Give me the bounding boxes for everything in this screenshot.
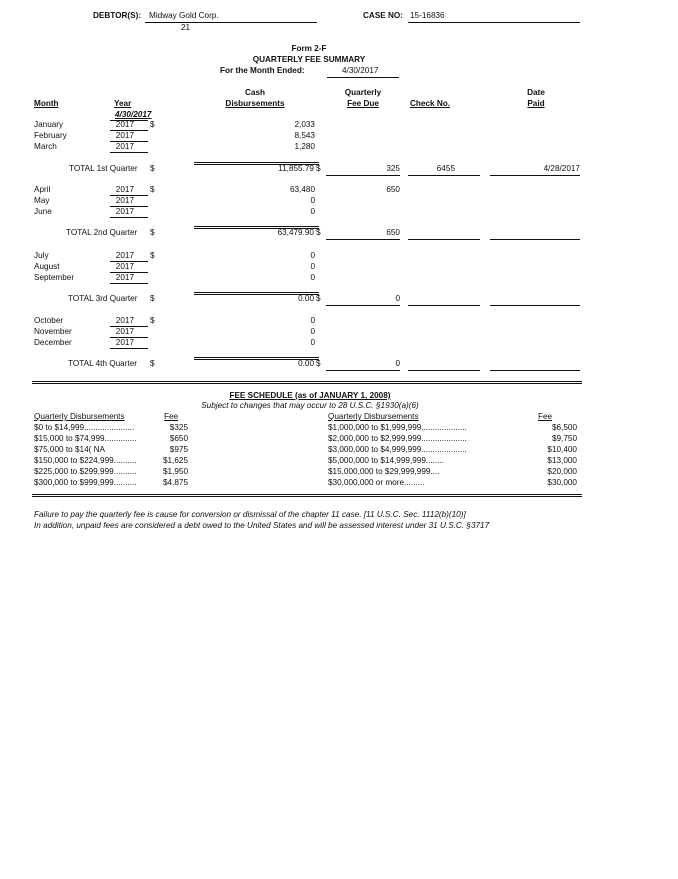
- col-fee-1: Quarterly: [344, 88, 382, 97]
- fee-range: $225,000 to $299,999..........: [34, 467, 137, 476]
- fee-range: $3,000,000 to $4,999,999....................: [328, 445, 467, 454]
- debtor-sub: 21: [181, 23, 191, 32]
- year-rule: [110, 195, 148, 196]
- year-rule: [110, 283, 148, 284]
- quarter-total-label: TOTAL 4th Quarter: [68, 359, 138, 368]
- fee-range: $150,000 to $224,999..........: [34, 456, 137, 465]
- year-rule: [110, 152, 148, 153]
- col-cash-2: Disbursements: [225, 99, 285, 108]
- fee-due: 0: [395, 359, 400, 368]
- cash-amount: 0: [310, 207, 315, 216]
- currency-sign: $: [316, 294, 321, 303]
- fee-amount: $650: [169, 434, 188, 443]
- col-fee-2: Fee Due: [347, 99, 379, 108]
- cash-amount: 0: [310, 273, 315, 282]
- cash-amount: 0: [310, 338, 315, 347]
- fee-range: $15,000 to $74,999..............: [34, 434, 137, 443]
- date-rule: [490, 239, 580, 240]
- quarter-total: 63,479.90: [277, 228, 314, 237]
- date-rule: [490, 370, 580, 371]
- month-ended-label: For the Month Ended:: [220, 66, 305, 75]
- year-rule: [110, 272, 148, 273]
- fee-range: $30,000,000 or more.........: [328, 478, 425, 487]
- year-rule: [110, 337, 148, 338]
- currency-sign: $: [150, 251, 155, 260]
- fee-rule: [326, 305, 400, 306]
- currency-sign: $: [316, 359, 321, 368]
- check-rule: [408, 239, 480, 240]
- col-cash-1: Cash: [244, 88, 266, 97]
- fee-range: $2,000,000 to $2,999,999....................: [328, 434, 467, 443]
- fee-amount: $975: [169, 445, 188, 454]
- col-year: Year: [114, 99, 132, 108]
- month-label: January: [34, 120, 64, 129]
- date-paid: 4/28/2017: [543, 164, 580, 173]
- quarter-total: 11,855.79: [278, 164, 314, 173]
- currency-sign: $: [150, 120, 155, 129]
- fee-amount: $13,000: [547, 456, 577, 465]
- form-number: Form 2-F: [291, 44, 327, 53]
- month-ended-value: 4/30/2017: [342, 66, 379, 75]
- left-fee-header: Fee: [164, 412, 179, 421]
- fee-amount: $4,875: [162, 478, 188, 487]
- quarter-total: 0.00: [298, 359, 314, 368]
- year-cell: 2017: [115, 185, 134, 194]
- month-label: February: [34, 131, 67, 140]
- fee-amount: $6,500: [551, 423, 577, 432]
- currency-sign: $: [316, 164, 321, 173]
- year-cell: 2017: [115, 316, 134, 325]
- date-rule: [490, 175, 580, 176]
- form-title: QUARTERLY FEE SUMMARY: [252, 55, 366, 64]
- fee-rule: [326, 370, 400, 371]
- fee-due: 650: [386, 228, 400, 237]
- month-label: August: [34, 262, 60, 271]
- year-cell: 2017: [115, 327, 134, 336]
- currency-sign: $: [150, 359, 155, 368]
- month-label: March: [34, 142, 57, 151]
- fee-due: 325: [386, 164, 400, 173]
- check-rule: [408, 305, 480, 306]
- fee-amount: $20,000: [547, 467, 577, 476]
- cash-amount: 0: [310, 327, 315, 336]
- fee-range: $5,000,000 to $14,999,999........: [328, 456, 445, 465]
- debtor-label: DEBTOR(S):: [93, 11, 142, 20]
- month-label: July: [34, 251, 49, 260]
- currency-sign: $: [150, 228, 155, 237]
- fee-range: $300,000 to $999,999..........: [34, 478, 137, 487]
- fee-amount: $9,750: [551, 434, 577, 443]
- year-rule: [110, 261, 148, 262]
- fee-amount: $1,625: [162, 456, 188, 465]
- cash-amount: 0: [310, 196, 315, 205]
- quarter-total-label: TOTAL 2nd Quarter: [66, 228, 138, 237]
- cash-amount: 63,480: [289, 185, 315, 194]
- year-cell: 2017: [115, 142, 134, 151]
- year-rule: [110, 348, 148, 349]
- fee-partial: 650: [386, 185, 400, 194]
- year-cell: 2017: [115, 131, 134, 140]
- year-cell: 2017: [115, 196, 134, 205]
- quarter-total: 0.00: [298, 294, 314, 303]
- month-label: May: [34, 196, 50, 205]
- year-rule: [110, 326, 148, 327]
- year-rule: [110, 206, 148, 207]
- year-cell: 2017: [115, 262, 134, 271]
- cash-amount: 0: [310, 316, 315, 325]
- fee-due: 0: [395, 294, 400, 303]
- fee-amount: $325: [169, 423, 188, 432]
- case-number: 15-16836: [410, 11, 445, 20]
- year-rule: [110, 217, 148, 218]
- month-label: April: [34, 185, 51, 194]
- fee-schedule-subtitle: Subject to changes that may occur to 28 U.S.C. §1930(a)(6): [201, 401, 419, 410]
- section-divider: [32, 381, 582, 384]
- currency-sign: $: [316, 228, 321, 237]
- col-year-date: 4/30/2017: [115, 110, 152, 119]
- fee-amount: $30,000: [547, 478, 577, 487]
- debtor-underline: [145, 22, 317, 23]
- year-cell: 2017: [115, 207, 134, 216]
- currency-sign: $: [150, 316, 155, 325]
- month-ended-underline: [327, 77, 399, 78]
- col-month: Month: [34, 99, 59, 108]
- month-label: September: [34, 273, 75, 282]
- debtor-name: Midway Gold Corp.: [149, 11, 219, 20]
- currency-sign: $: [150, 185, 155, 194]
- schedule-divider: [32, 494, 582, 497]
- year-rule: [110, 120, 148, 121]
- currency-sign: $: [150, 294, 155, 303]
- fee-amount: $1,950: [162, 467, 188, 476]
- cash-amount: 0: [310, 251, 315, 260]
- case-underline: [408, 22, 580, 23]
- check-rule: [408, 370, 480, 371]
- fee-amount: $10,400: [547, 445, 577, 454]
- date-rule: [490, 305, 580, 306]
- fee-rule: [326, 175, 400, 176]
- col-check: Check No.: [410, 99, 451, 108]
- month-label: June: [34, 207, 52, 216]
- year-cell: 2017: [115, 251, 134, 260]
- fee-range: $0 to $14,999......................: [34, 423, 135, 432]
- year-cell: 2017: [115, 273, 134, 282]
- month-label: December: [34, 338, 72, 347]
- left-disb-header: Quarterly Disbursements: [34, 412, 125, 421]
- col-paid-1: Date: [527, 88, 545, 97]
- currency-sign: $: [150, 164, 155, 173]
- footer-line-2: In addition, unpaid fees are considered a debt owed to the United States and will be assessed interest under 31 U.S.C. §3717: [34, 521, 490, 530]
- case-label: CASE NO:: [363, 11, 404, 20]
- quarter-total-label: TOTAL 3rd Quarter: [68, 294, 138, 303]
- year-rule: [110, 130, 148, 131]
- year-cell: 2017: [115, 338, 134, 347]
- footer-line-1: Failure to pay the quarterly fee is cause for conversion or dismissal of the chapter 11 case. [11 U.S.C. Sec. 1112(b)(10)]: [34, 510, 466, 519]
- cash-amount: 1,280: [294, 142, 315, 151]
- fee-schedule-title: FEE SCHEDULE (as of JANUARY 1, 2008): [229, 391, 391, 400]
- quarter-total-label: TOTAL 1st Quarter: [69, 164, 138, 173]
- month-label: October: [34, 316, 64, 325]
- check-number: 6455: [436, 164, 455, 173]
- fee-rule: [326, 239, 400, 240]
- fee-range: $75,000 to $14( NA: [34, 445, 106, 454]
- fee-range: $15,000,000 to $29,999,999....: [328, 467, 440, 476]
- cash-amount: 2,033: [294, 120, 315, 129]
- year-rule: [110, 141, 148, 142]
- col-paid-2: Paid: [527, 99, 545, 108]
- month-label: November: [34, 327, 72, 336]
- fee-range: $1,000,000 to $1,999,999....................: [328, 423, 467, 432]
- cash-amount: 0: [310, 262, 315, 271]
- right-fee-header: Fee: [538, 412, 553, 421]
- right-disb-header: Quarterly Disbursements: [328, 412, 419, 421]
- check-rule: [408, 175, 480, 176]
- year-cell: 2017: [115, 120, 134, 129]
- cash-amount: 8,543: [294, 131, 315, 140]
